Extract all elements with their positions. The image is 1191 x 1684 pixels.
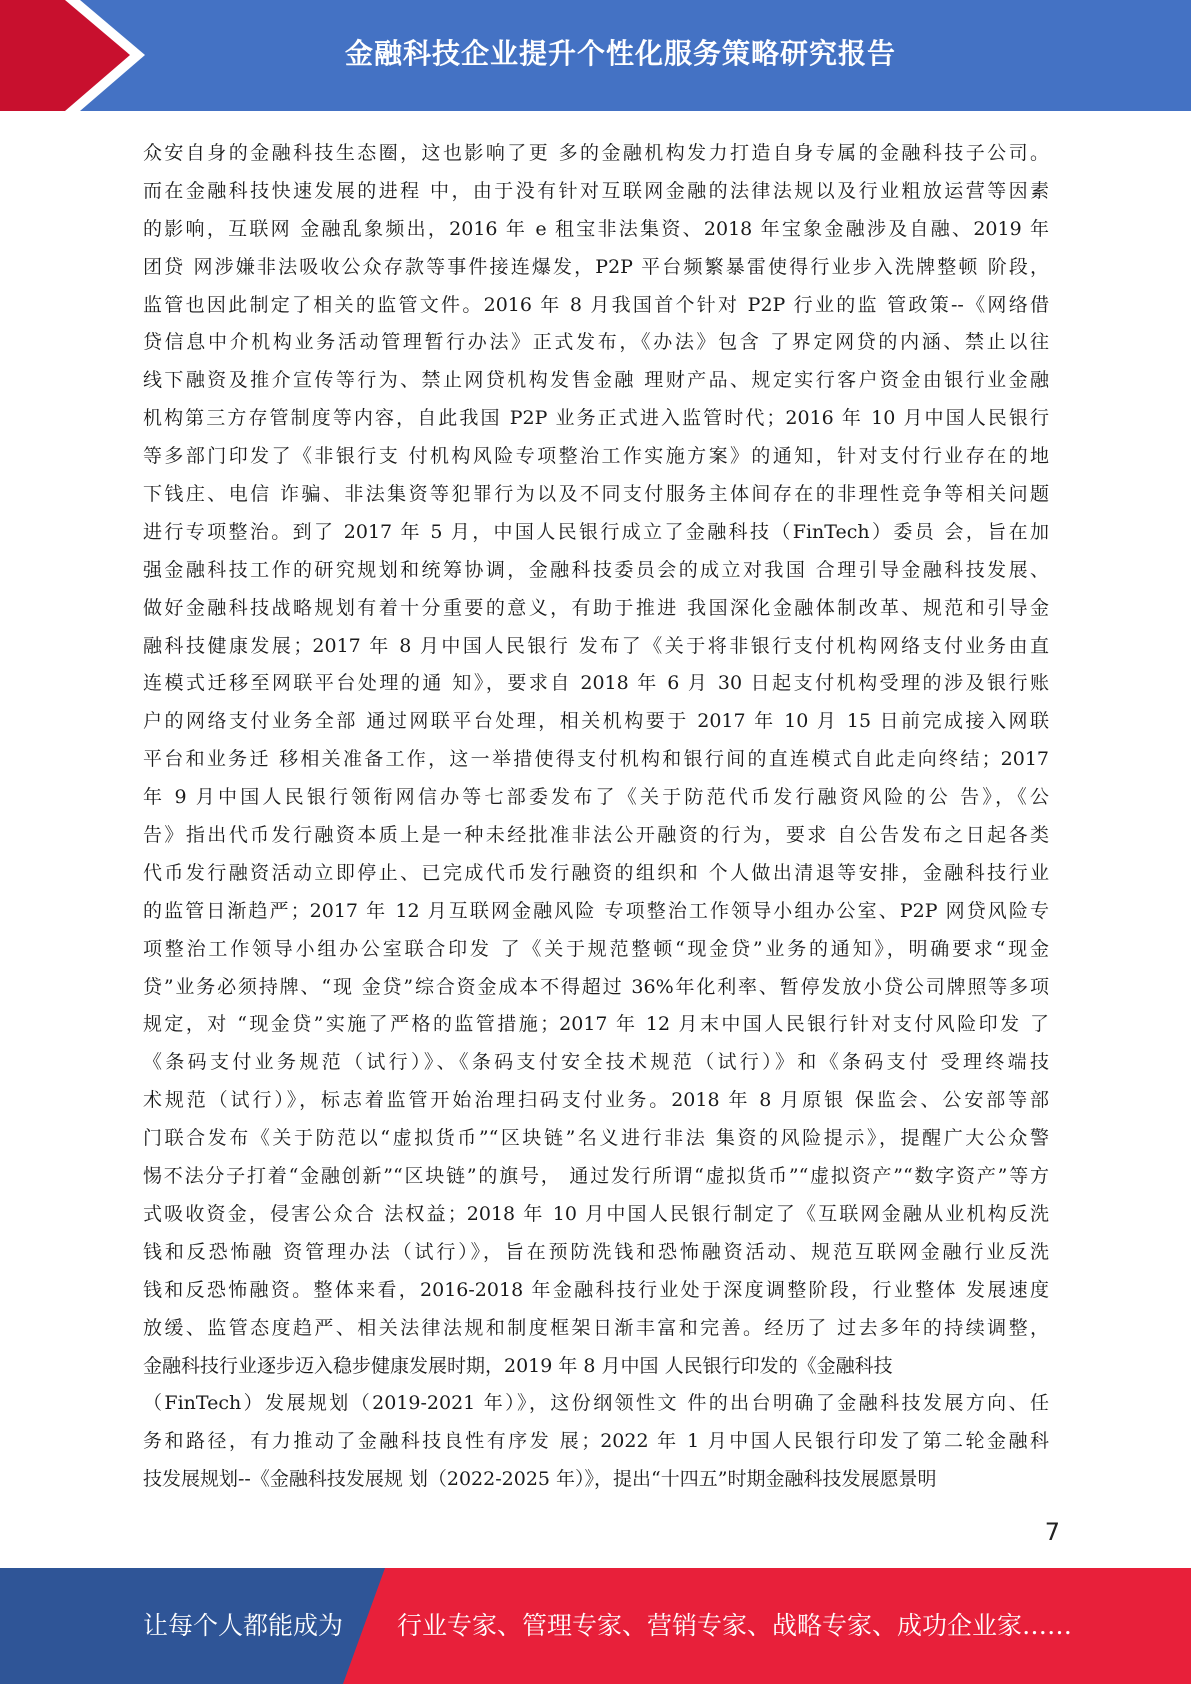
body-text-line: 融科技健康发展；2017 年 8 月中国人民银行 发布了《关于将非银行支付机构网络支付业务由直 <box>143 634 1049 657</box>
body-text <box>143 135 1049 1499</box>
body-text-line: 放缓、监管态度趋严、相关法律法规和制度框架日渐丰富和完善。经历了 过去多年的持续调整， <box>143 1316 1049 1339</box>
body-text-line: 钱和反恐怖融 资管理办法（试行）》，旨在预防洗钱和恐怖融资活动、规范互联网金融行业反洗 <box>143 1240 1049 1263</box>
body-text-line: 连模式迁移至网联平台处理的通 知》，要求自 2018 年 6 月 30 日起支付机构受理的涉及银行账 <box>143 672 1049 695</box>
body-text-line: 下钱庄、电信 诈骗、非法集资等犯罪行为以及不同支付服务主体间存在的非理性竞争等相关问题 <box>143 483 1049 506</box>
body-text-line: 线下融资及推介宣传等行为、禁止网贷机构发售金融 理财产品、规定实行客户资金由银行业金融 <box>143 369 1049 392</box>
body-text-line: 户的网络支付业务全部 通过网联平台处理，相关机构要于 2017 年 10 月 15 日前完成接入网联 <box>143 710 1049 733</box>
body-text-line: 监管也因此制定了相关的监管文件。2016 年 8 月我国首个针对 P2P 行业的监 管政策--《网络借 <box>143 293 1049 316</box>
body-text-line: 贷信息中介机构业务活动管理暂行办法》正式发布，《办法》包含 了界定网贷的内涵、禁止以往 <box>143 331 1049 354</box>
footer-slogan-lead: 让每个人都能成为 <box>143 1611 344 1640</box>
body-text-line: 进行专项整治。到了 2017 年 5 月，中国人民银行成立了金融科技（FinTech）委员 会，旨在加 <box>143 520 1049 543</box>
body-text-line: 年 9 月中国人民银行领衔网信办等七部委发布了《关于防范代币发行融资风险的公 告》，《公 <box>143 786 1049 809</box>
page-footer <box>0 1568 1191 1684</box>
document-title: 金融科技企业提升个性化服务策略研究报告 <box>344 37 896 70</box>
body-text-line: 的影响，互联网 金融乱象频出，2016 年 e 租宝非法集资、2018 年宝象金融涉及自融、2019 年 <box>143 217 1049 240</box>
body-text-line: 机构第三方存管制度等内容，自此我国 P2P 业务正式进入监管时代；2016 年 10 月中国人民银行 <box>143 407 1049 430</box>
body-text-line: 做好金融科技战略规划有着十分重要的意义，有助于推进 我国深化金融体制改革、规范和引导金 <box>143 596 1049 619</box>
body-text-line: 式吸收资金，侵害公众合 法权益；2018 年 10 月中国人民银行制定了《互联网金融从业机构反洗 <box>143 1202 1049 1225</box>
page-header <box>0 0 1191 111</box>
body-text-line: 贷”业务必须持牌、“现 金贷”综合资金成本不得超过 36%年化利率、暂停发放小贷公司牌照等多项 <box>143 975 1049 998</box>
body-text-line: 强金融科技工作的研究规划和统筹协调，金融科技委员会的成立对我国 合理引导金融科技发展、 <box>143 558 1049 581</box>
body-text-line: 钱和反恐怖融资。整体来看，2016-2018 年金融科技行业处于深度调整阶段，行业整体 发展速度 <box>143 1278 1049 1301</box>
body-text-line: 等多部门印发了《非银行支 付机构风险专项整治工作实施方案》的通知，针对支付行业存在的地 <box>143 445 1049 468</box>
body-text-line: 术规范（试行）》，标志着监管开始治理扫码支付业务。2018 年 8 月原银 保监会、公安部等部 <box>143 1089 1049 1112</box>
body-text-line: 众安自身的金融科技生态圈，这也影响了更 多的金融机构发力打造自身专属的金融科技子公司。 <box>143 142 1049 164</box>
body-text-line: 务和路径，有力推动了金融科技良性有序发 展；2022 年 1 月中国人民银行印发了第二轮金融科 <box>143 1430 1049 1453</box>
body-text-line: 的监管日渐趋严；2017 年 12 月互联网金融风险 专项整治工作领导小组办公室、P2P 网贷风险专 <box>143 899 1049 922</box>
body-text-line: 门联合发布《关于防范以“虚拟货币”“区块链”名义进行非法 集资的风险提示》，提醒广大公众警 <box>143 1127 1049 1150</box>
body-text-line: 团贷 网涉嫌非法吸收公众存款等事件接连爆发，P2P 平台频繁暴雷使得行业步入洗牌整顿 阶段， <box>143 255 1049 278</box>
body-text-line: 代币发行融资活动立即停止、已完成代币发行融资的组织和 个人做出清退等安排，金融科技行业 <box>143 861 1049 884</box>
body-text-line: 技发展规划--《金融科技发展规 划（2022-2025 年）》，提出“十四五”时期金融科技发展愿景明 <box>143 1468 937 1491</box>
body-text-line: 惕不法分子打着“金融创新”“区块链”的旗号， 通过发行所谓“虚拟货币”“虚拟资产”“数字资产”等方 <box>143 1165 1049 1188</box>
body-text-line: 项整治工作领导小组办公室联合印发 了《关于规范整顿“现金贷”业务的通知》，明确要求“现金 <box>143 937 1049 960</box>
body-text-line: 《条码支付业务规范（试行）》、《条码支付安全技术规范（试行）》和《条码支付 受理终端技 <box>143 1051 1049 1074</box>
body-text-line: （FinTech）发展规划（2019-2021 年）》，这份纲领性文 件的出台明确了金融科技发展方向、任 <box>143 1392 1049 1415</box>
body-text-line: 规定，对 “现金贷”实施了严格的监管措施；2017 年 12 月末中国人民银行针对支付风险印发 了 <box>143 1013 1049 1036</box>
page-number: 7 <box>1044 1518 1060 1546</box>
footer-slogan-roles: 行业专家、管理专家、营销专家、战略专家、成功企业家…… <box>397 1611 1073 1640</box>
body-text-line: 金融科技行业逐步迈入稳步健康发展时期，2019 年 8 月中国 人民银行印发的《金融科技 <box>143 1354 893 1377</box>
body-text-line: 而在金融科技快速发展的进程 中，由于没有针对互联网金融的法律法规以及行业粗放运营等因素 <box>143 179 1049 202</box>
body-text-line: 告》指出代币发行融资本质上是一种未经批准非法公开融资的行为，要求 自公告发布之日起各类 <box>143 824 1049 847</box>
body-text-line: 平台和业务迁 移相关准备工作，这一举措使得支付机构和银行间的直连模式自此走向终结；2017 <box>143 748 1049 771</box>
